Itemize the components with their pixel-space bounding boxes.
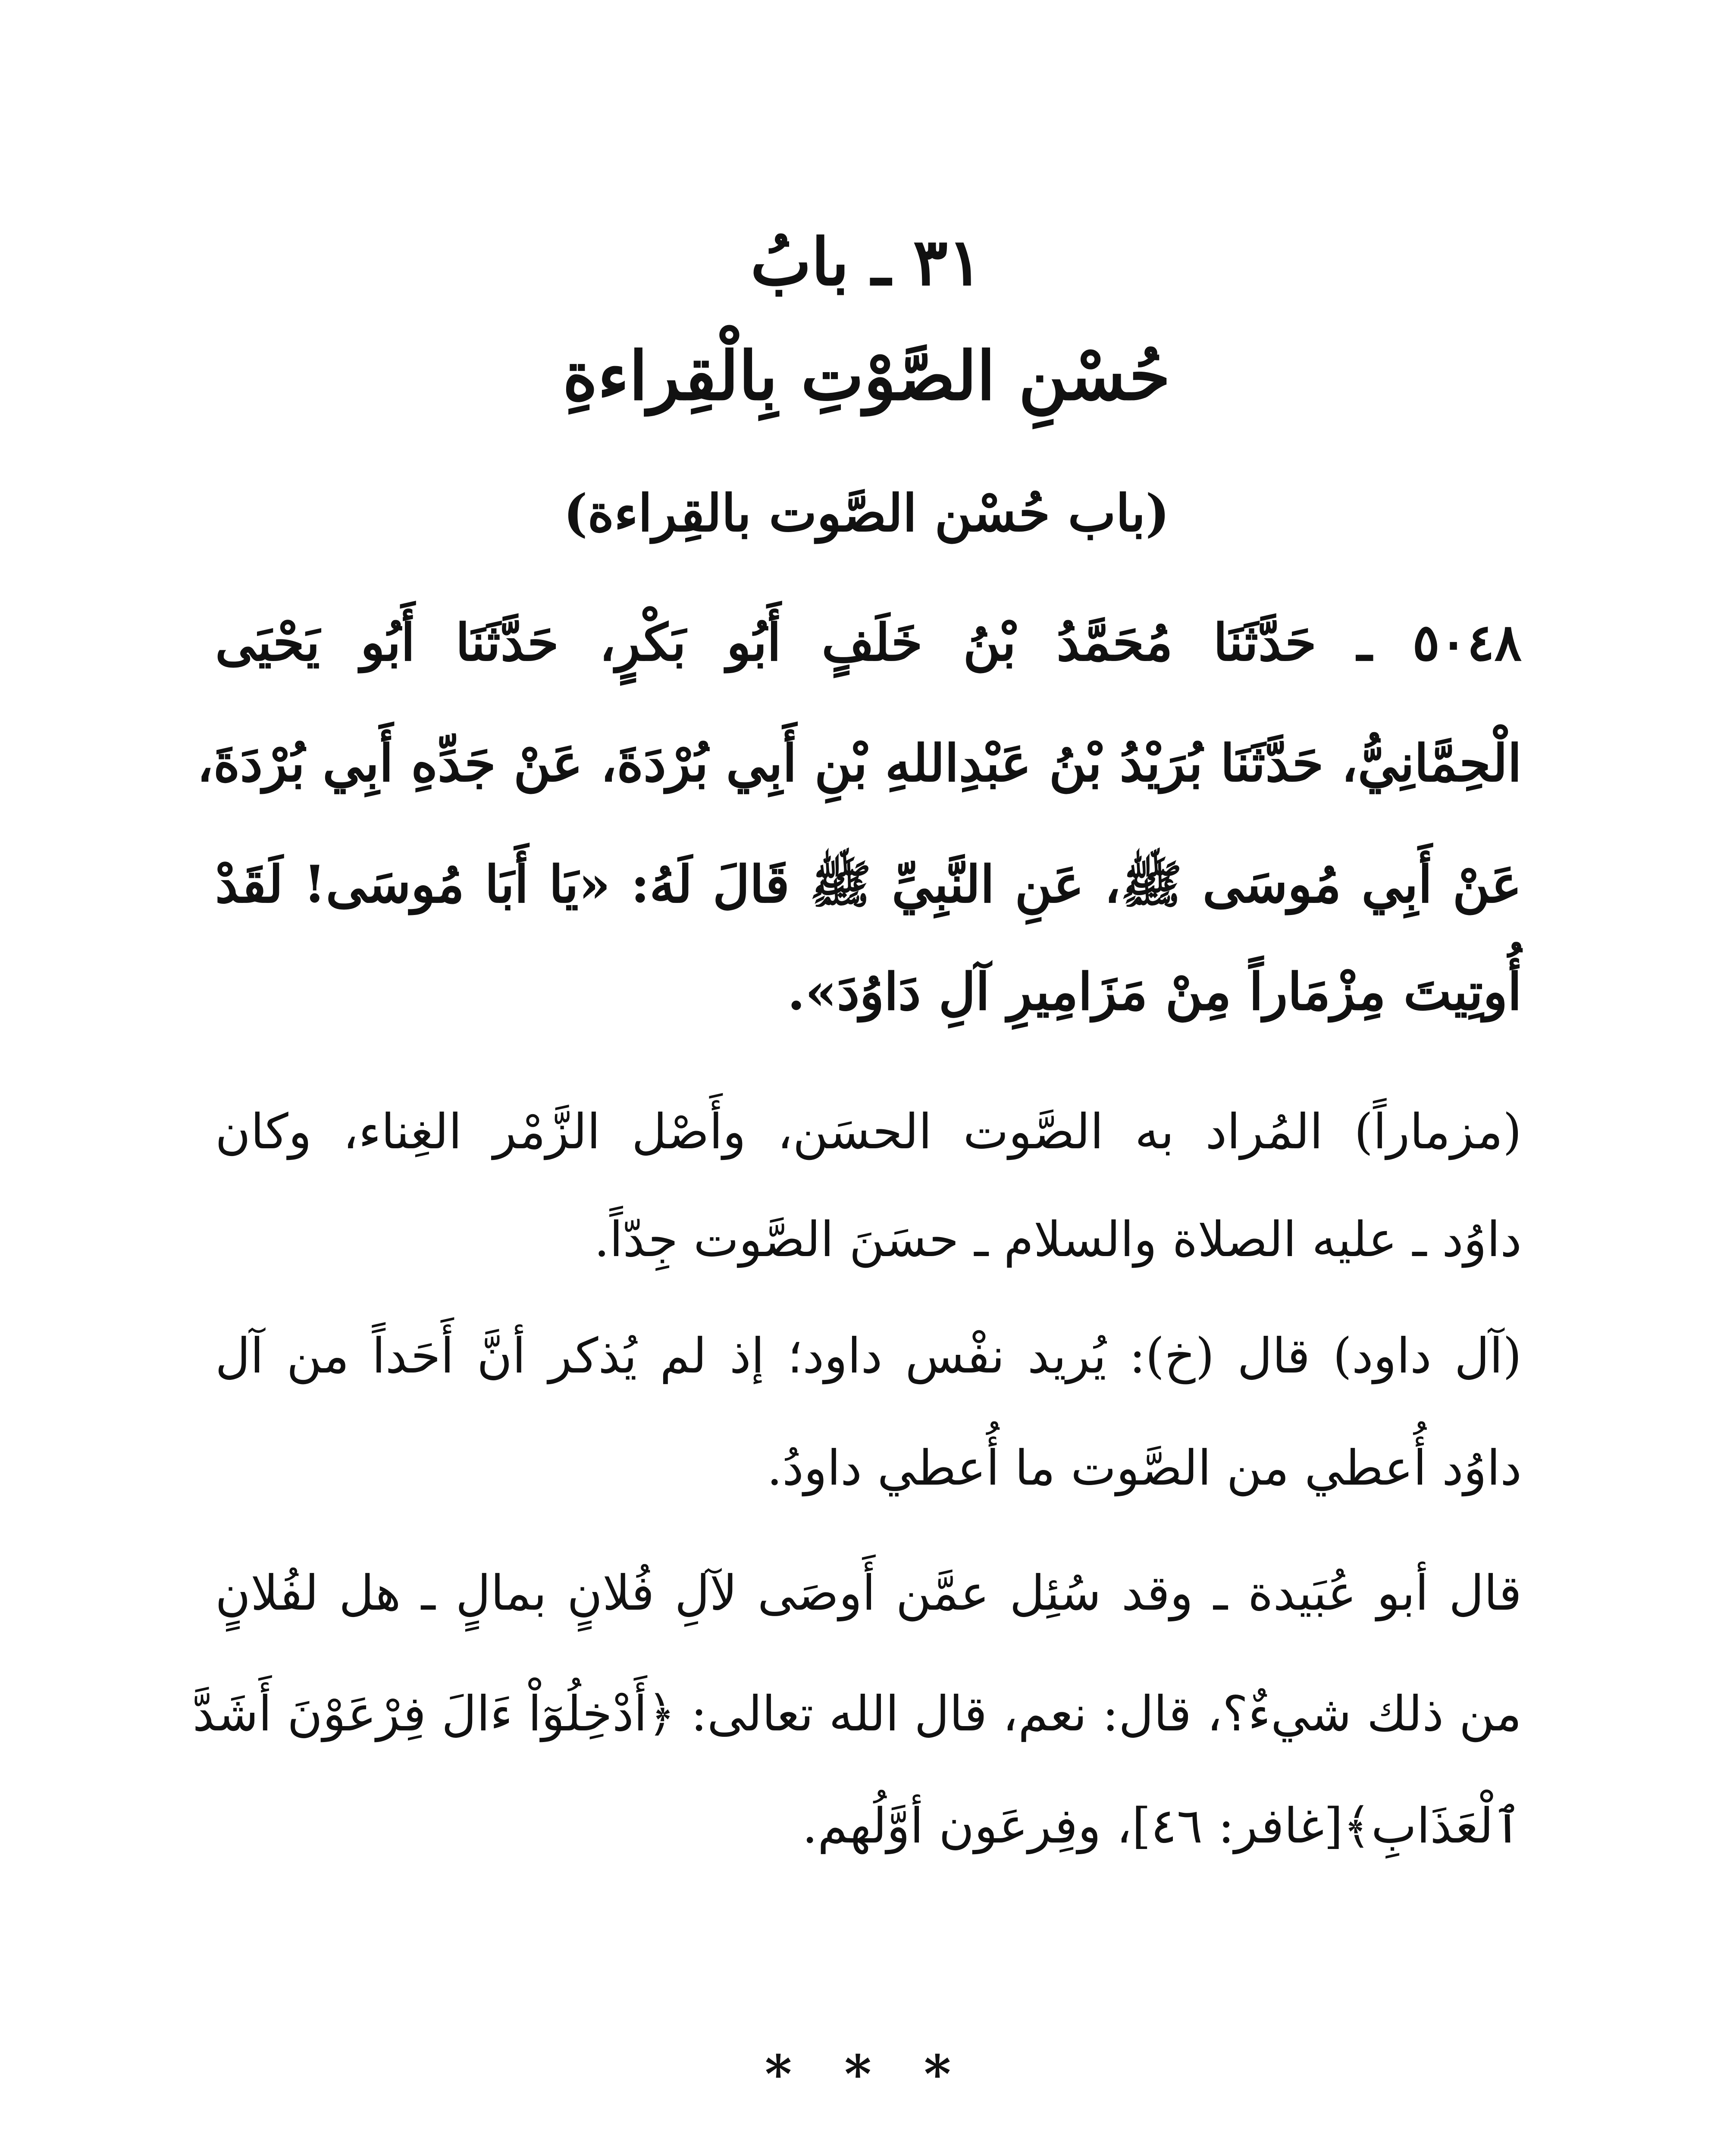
note-line: قال أبو عُبَيدة ـ وقد سُئِل عمَّن أَوصَى لآلِ فُلانٍ بمالٍ ـ هل لفُلانٍ	[215, 1565, 1522, 1621]
note-line: داوُد ـ عليه الصلاة والسلام ـ حسَنَ الصَّوت جِدّاً.	[594, 1212, 1522, 1268]
chapter-subtitle: (باب حُسْن الصَّوت بالقِراءة)	[563, 483, 1170, 543]
hadith-line: أُوتِيتَ مِزْمَاراً مِنْ مَزَامِيرِ آلِ دَاوُدَ».	[787, 962, 1522, 1022]
chapter-number: ٣١ ـ بابُ	[750, 224, 983, 300]
chapter-title: حُسْنِ الصَّوْتِ بِالْقِراءةِ	[562, 336, 1171, 415]
note-line: ٱلْعَذَابِ﴾[غافر: ٤٦]، وفِرعَون أوَّلُهم.	[802, 1798, 1522, 1854]
section-separator: * * *	[765, 2044, 968, 2105]
hadith-line: عَنْ أَبِي مُوسَى ﷺ، عَنِ النَّبِيِّ ﷺ قَالَ لَهُ: «يَا أَبَا مُوسَى! لَقَدْ	[215, 854, 1522, 914]
hadith-line: ٥٠٤٨ ـ حَدَّثَنَا مُحَمَّدُ بْنُ خَلَفٍ أَبُو بَكْرٍ، حَدَّثَنَا أَبُو يَحْيَى	[215, 612, 1522, 672]
note-line: داوُد أُعطي من الصَّوت ما أُعطي داودُ.	[767, 1440, 1522, 1496]
note-line: من ذلك شيءٌ؟، قال: نعم، قال الله تعالى: ﴿أَدْخِلُوٓاْ ءَالَ فِرْعَوْنَ أَشَدَّ	[192, 1686, 1522, 1742]
hadith-line: الْحِمَّانِيُّ، حَدَّثَنَا بُرَيْدُ بْنُ عَبْدِاللهِ بْنِ أَبِي بُرْدَةَ، عَنْ جَدِّهِ أَبِي بُرْدَةَ،	[197, 733, 1522, 793]
note-line: (مزماراً) المُراد به الصَّوت الحسَن، وأَصْل الزَّمْر الغِناء، وكان	[215, 1104, 1522, 1160]
note-line: (آل داود) قال (خ): يُريد نفْس داود؛ إذ لم يُذكر أنَّ أَحَداً من آل	[215, 1328, 1522, 1384]
